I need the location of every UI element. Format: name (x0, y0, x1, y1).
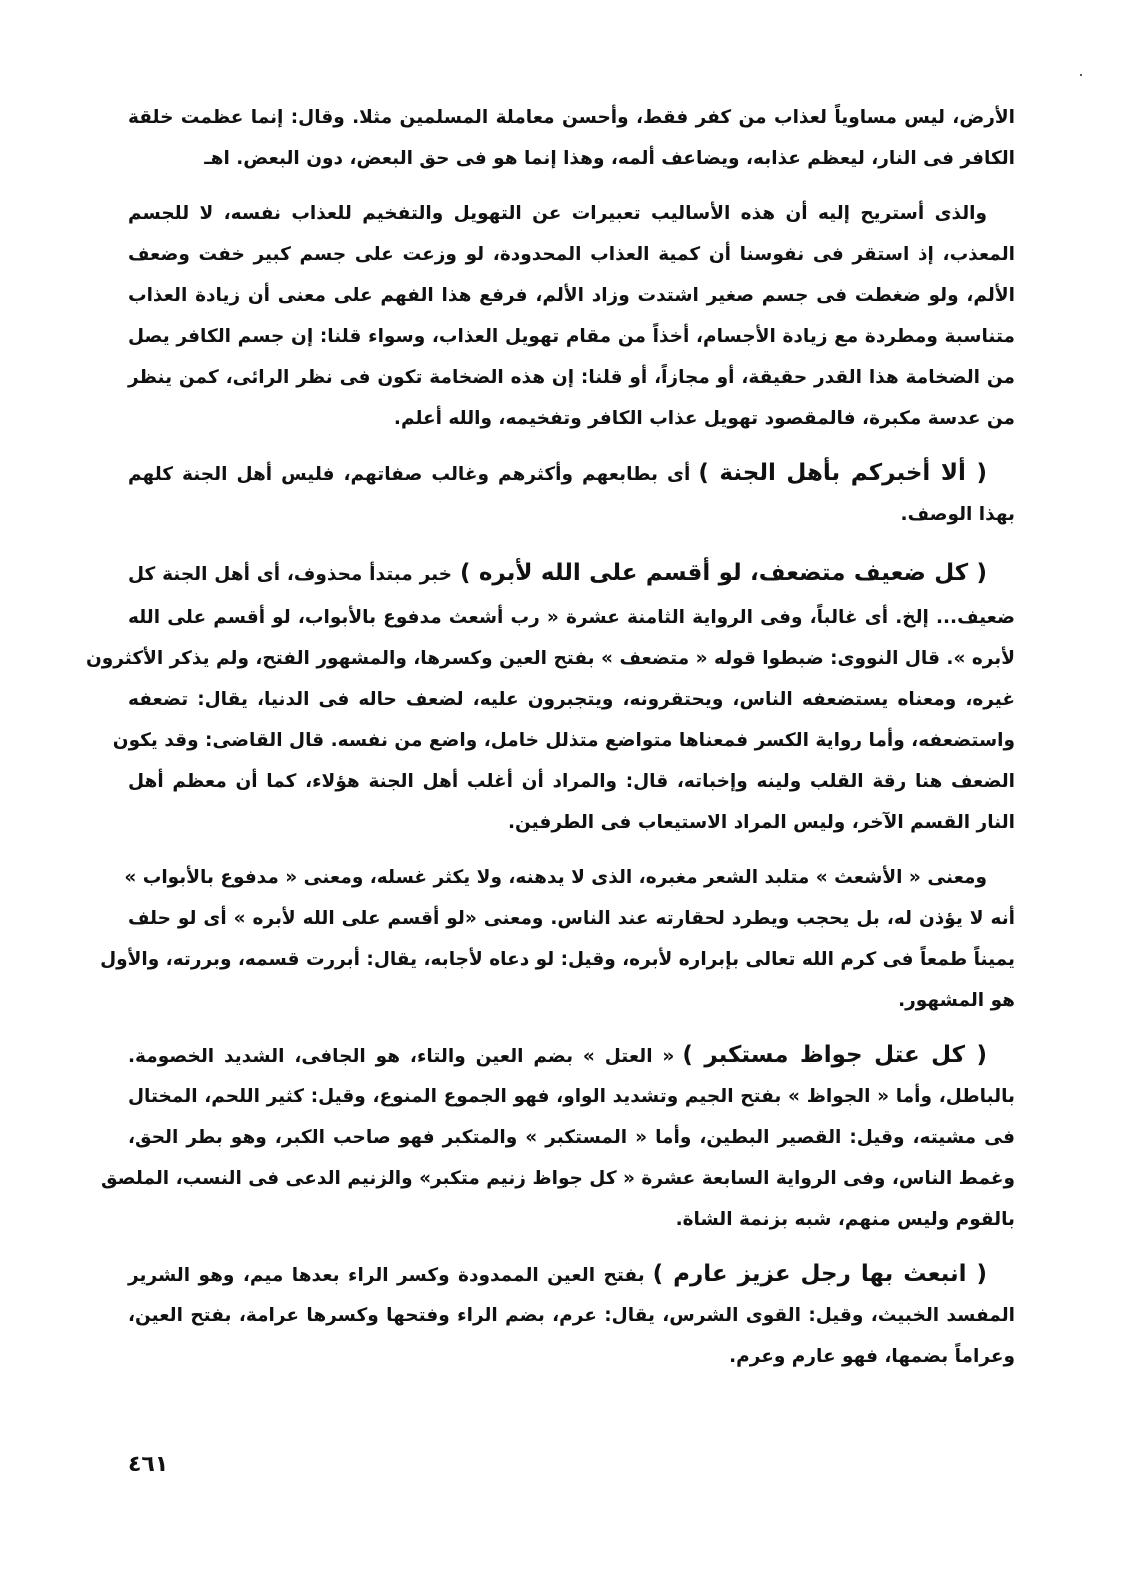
text-line (128, 1254, 1015, 1295)
hadith-phrase: ( كل ضعيف متضعف، لو أقسم على الله لأبره ) (459, 560, 987, 586)
text-line: وعراماً بضمها، فهو عارم وعرم. (729, 1346, 1015, 1367)
page-number: ٤٦١ (128, 1452, 169, 1477)
text-line: الألم، ولو ضغطت فى جسم صغير اشتدت وزاد الألم، فرفع هذا الفهم على معنى أن زيادة العذاب (128, 285, 1015, 306)
commentary: خبر مبتدأ محذوف، أى أهل الجنة كل (128, 564, 452, 585)
hadith-phrase: ( كل عتل جواظ مستكبر ) (682, 1042, 988, 1068)
text-line: ومعنى « الأشعث » متلبد الشعر مغبره، الذى لا يدهنه، ولا يكثر غسله، ومعنى « مدفوع بالأبواب » (124, 867, 987, 888)
commentary: « العتل » بضم العين والتاء، هو الجافى، الشديد الخصومة. (128, 1046, 675, 1067)
text-line: هو المشهور. (898, 990, 1015, 1011)
text-line: بهذا الوصف. (900, 504, 1015, 525)
text-line: غيره، ومعناه يستضعفه الناس، ويحتقرونه، ويتجبرون عليه، لضعف حاله فى الدنيا، يقال: تضعفه (128, 689, 1015, 710)
paragraph (128, 453, 1015, 535)
hadith-phrase: ( انبعث بها رجل عزيز عارم ) (652, 1261, 987, 1287)
text-line: المعذب، إذ استقر فى نفوسنا أن كمية العذاب المحدودة، لو وزعت على جسم كبير خفت وضعف (128, 244, 1015, 265)
text-line (128, 549, 1015, 597)
paragraph (100, 857, 1015, 1021)
text-line: الكافر فى النار، ليعظم عذابه، ويضاعف ألمه، وهذا إنما هو فى حق البعض، دون البعض. اهـ (204, 148, 1015, 169)
commentary: بفتح العين الممدودة وكسر الراء بعدها ميم، وهو الشرير (128, 1265, 645, 1286)
commentary: أى بطابعهم وأكثرهم وغالب صفاتهم، فليس أهل الجنة كلهم (128, 464, 691, 485)
text-line: من عدسة مكبرة، فالمقصود تهويل عذاب الكافر وتفخيمه، والله أعلم. (393, 408, 1015, 429)
text-line (128, 453, 1015, 494)
text-line: لأبره ». قال النووى: ضبطوا قوله « متضعف » بفتح العين وكسرها، والمشهور الفتح، ولم يذكر الأكثرون (85, 648, 1015, 669)
text-line: الضعف هنا رقة القلب ولينه وإخباته، قال: والمراد أن أغلب أهل الجنة هؤلاء، كما أن معظم أهل (128, 771, 1015, 792)
text-line: المفسد الخبيث، وقيل: القوى الشرس، يقال: عرم، بضم الراء وفتحها وكسرها عرامة، بفتح العين، (128, 1305, 1015, 1326)
text-line: بالباطل، وأما « الجواظ » بفتح الجيم وتشديد الواو، فهو الجموع المنوع، وقيل: كثير اللحم، المختال (128, 1086, 1015, 1107)
paragraph (128, 1254, 1015, 1377)
hadith-phrase: ( ألا أخبركم بأهل الجنة ) (698, 460, 987, 486)
text-line: الأرض، ليس مساوياً لعذاب من كفر فقط، وأحسن معاملة المسلمين مثلا. وقال: إنما عظمت خلقة (128, 107, 1015, 128)
text-line: وغمط الناس، وفى الرواية السابعة عشرة « كل جواظ زنيم متكبر» والزنيم الدعى فى النسب، الملصق (100, 1168, 1015, 1189)
text-line: من الضخامة هذا القدر حقيقة، أو مجازاً، أو قلنا: إن هذه الضخامة تكون فى نظر الرائى، كمن ينظر (128, 367, 1015, 388)
text-line: ضعيف... إلخ. أى غالباً، وفى الرواية الثامنة عشرة « رب أشعث مدفوع بالأبواب، لو أقسم على الله (128, 607, 1015, 628)
paragraph (85, 549, 1015, 843)
text-line: واستضعفه، وأما رواية الكسر فمعناها متواضع متذلل خامل، واضع من نفسه. قال القاضى: وقد يكون (112, 730, 1015, 751)
text-line: والذى أستريح إليه أن هذه الأساليب تعبيرات عن التهويل والتفخيم للعذاب نفسه، لا للجسم (128, 203, 987, 224)
paragraph (128, 97, 1015, 179)
document-page (85, 97, 1015, 1391)
text-line: أنه لا يؤذن له، بل يحجب ويطرد لحقارته عند الناس. ومعنى «لو أقسم على الله لأبره » أى لو حلف (128, 908, 1015, 929)
paragraph (128, 193, 1015, 439)
text-line: متناسبة ومطردة مع زيادة الأجسام، أخذاً من مقام تهويل العذاب، وسواء قلنا: إن جسم الكافر يصل (128, 326, 1015, 347)
text-line: بالقوم وليس منهم، شبه بزنمة الشاة. (675, 1209, 1015, 1230)
paragraph (100, 1035, 1015, 1240)
text-line (128, 1035, 1015, 1076)
scan-speck (1080, 74, 1082, 76)
text-line: فى مشيته، وقيل: القصير البطين، وأما « المستكبر » والمتكبر فهو صاحب الكبر، وهو بطر الحق، (128, 1127, 1015, 1148)
text-line: النار القسم الآخر، وليس المراد الاستيعاب فى الطرفين. (507, 812, 1015, 833)
text-line: يميناً طمعاً فى كرم الله تعالى بإبراره لأبره، وقيل: لو دعاه لأجابه، يقال: أبررت قسمه، وبررته، والأول (100, 949, 1015, 970)
